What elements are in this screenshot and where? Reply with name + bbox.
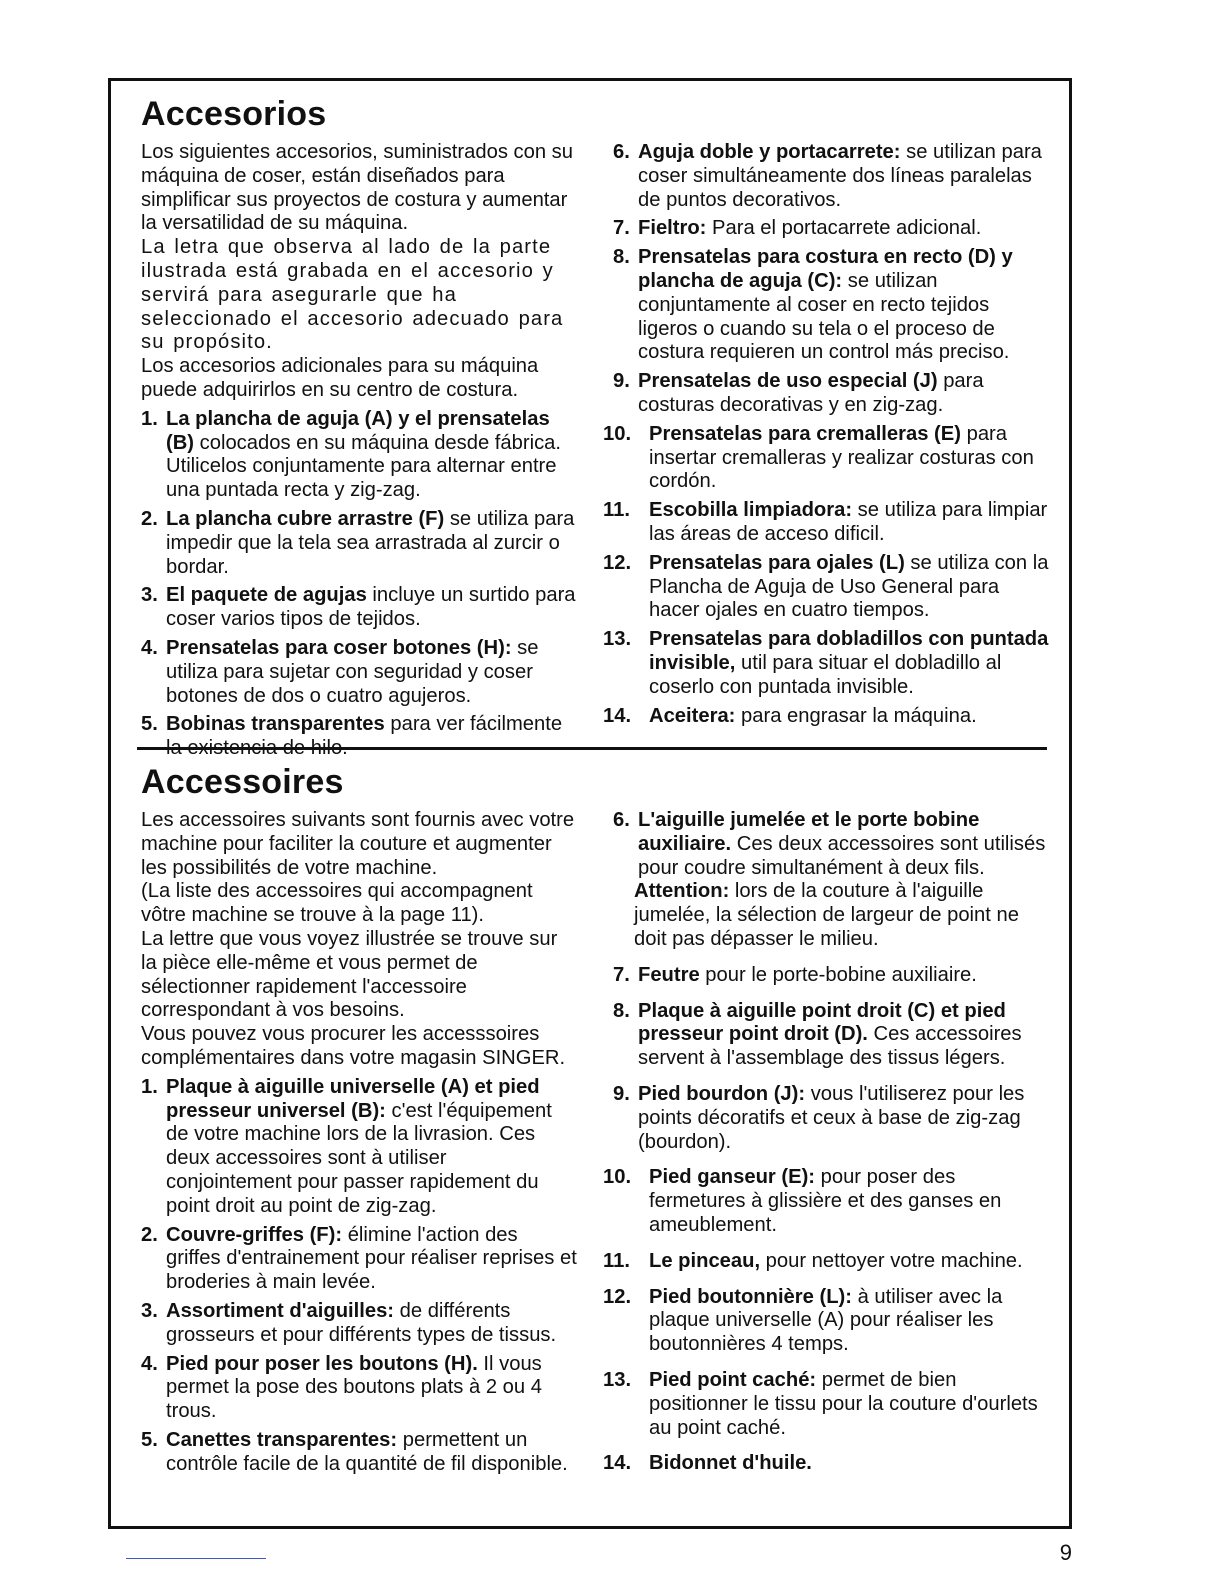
item-number: 12. xyxy=(603,551,632,574)
item-name: Prensatelas de uso especial (J) xyxy=(638,370,938,393)
item-number: 5. xyxy=(141,1428,158,1451)
item-number: 9. xyxy=(613,1082,630,1105)
list-item xyxy=(603,704,1053,729)
column-left-fr xyxy=(141,809,577,1477)
item-description: incluye un surtido para coser varios tipos de tejidos. xyxy=(166,584,576,631)
item-name: Plaque à aiguille universelle (A) et pied presseur universel (B): xyxy=(166,1075,540,1122)
item-number: 7. xyxy=(613,963,630,986)
list-item xyxy=(613,141,1053,212)
item-description: para engrasar la máquina. xyxy=(735,704,977,727)
item-description: élimine l'action des griffes d'entrainement pour réaliser reprises et broderies à main levée. xyxy=(166,1223,577,1294)
item-number: 13. xyxy=(603,628,632,651)
item-name: Pied bourdon (J): xyxy=(638,1082,806,1105)
list-item xyxy=(603,499,1053,547)
intro-paragraph: (La liste des accessoires qui accompagnent vôtre machine se trouve à la page 11). xyxy=(141,880,533,927)
list-item xyxy=(141,1076,577,1219)
intro-paragraph: Los siguientes accesorios, suministrados con su máquina de coser, están diseñados para simplificar sus proyectos de costura y aumentar la versatilidad de su máquina. xyxy=(141,141,574,235)
accessory-list xyxy=(141,408,577,761)
item-name: La plancha cubre arrastre (F) xyxy=(166,507,445,530)
list-item xyxy=(141,508,577,579)
list-item xyxy=(141,1353,577,1424)
intro-paragraph: Les accessoires suivants sont fournis avec votre machine pour faciliter la couture et augmenter les possibilités de votre machine. xyxy=(141,809,575,879)
item-number: 10. xyxy=(603,1166,632,1189)
item-name: El paquete de agujas xyxy=(166,584,367,607)
list-item xyxy=(141,1224,577,1295)
item-name: L'aiguille jumelée et le porte bobine auxiliaire. xyxy=(638,809,980,855)
item-name: Canettes transparentes: xyxy=(166,1428,398,1451)
list-item xyxy=(141,1300,577,1348)
attention-note xyxy=(634,880,1053,951)
intro-paragraph: Vous pouvez vous procurer les accesssoires complémentaires dans votre magasin SINGER. xyxy=(141,1023,566,1069)
item-name: Assortiment d'aiguilles: xyxy=(166,1299,395,1322)
page-number: 9 xyxy=(1059,1540,1072,1565)
item-description: de différents grosseurs et pour différents types de tissus. xyxy=(166,1299,557,1346)
item-description: pour nettoyer votre machine. xyxy=(760,1249,1023,1272)
item-name: Le pinceau, xyxy=(649,1249,761,1272)
list-item xyxy=(603,551,1053,623)
item-name: Aguja doble y portacarrete: xyxy=(638,141,901,163)
item-description: Il vous permet la pose des boutons plats à 2 ou 4 trous. xyxy=(166,1352,542,1423)
item-name: Prensatelas para ojales (L) xyxy=(649,551,905,574)
item-description: à utiliser avec la plaque universelle (A) pour réaliser les boutonnières 4 temps. xyxy=(649,1285,1003,1356)
item-name: Escobilla limpiadora: xyxy=(649,499,853,522)
item-name: Pied boutonnière (L): xyxy=(649,1285,852,1308)
accessory-list xyxy=(141,1076,577,1477)
item-name: Prensatelas para costura en recto (D) y plancha de aguja (C): xyxy=(638,246,1013,292)
list-item xyxy=(613,1083,1053,1154)
list-item xyxy=(613,1000,1053,1071)
item-number: 5. xyxy=(141,713,158,736)
item-number: 11. xyxy=(603,499,630,522)
item-description: se utiliza con la Plancha de Aguja de Uso General para hacer ojales en cuatro tiempos. xyxy=(649,551,1049,622)
list-item xyxy=(613,217,1053,241)
list-item xyxy=(603,1166,1053,1237)
page-frame xyxy=(108,78,1072,1529)
intro-paragraph: La lettre que vous voyez illustrée se trouve sur la pièce elle-même et vous permet de sélectionner rapidement l'accessoire correspondant à vos besoins. xyxy=(141,927,558,1022)
item-name: Feutre xyxy=(638,963,700,986)
footer-rule xyxy=(126,1558,266,1559)
accessory-list xyxy=(603,809,1053,1476)
item-name: La plancha de aguja (A) y el prensatelas (B) xyxy=(166,407,550,454)
item-number: 11. xyxy=(603,1249,630,1272)
item-number: 14. xyxy=(603,1452,632,1475)
item-name: Bobinas transparentes xyxy=(166,713,385,736)
item-name: Prensatelas para cremalleras (E) xyxy=(649,422,961,445)
item-description: para ver fácilmente la existencia de hilo. xyxy=(166,713,563,760)
list-item xyxy=(141,637,577,708)
item-number: 13. xyxy=(603,1368,632,1391)
intro-paragraph: Los accesorios adicionales para su máquina puede adquirirlos en su centro de costura. xyxy=(141,355,539,401)
item-description: se utilizan conjuntamente al coser en recto tejidos ligeros o cuando su tela o el proceso de costura requieren un control más preciso. xyxy=(638,269,1010,364)
list-item xyxy=(603,1285,1053,1357)
item-description: se utiliza para limpiar las áreas de acceso dificil. xyxy=(649,499,1048,545)
item-number: 6. xyxy=(613,809,630,831)
item-number: 4. xyxy=(141,636,158,659)
item-description: Para el portacarrete adicional. xyxy=(706,217,982,240)
item-name: Aceitera: xyxy=(649,704,736,727)
item-description: vous l'utiliserez pour les points décoratifs et ceux à base de zig-zag (bourdon). xyxy=(638,1082,1025,1153)
item-description: util para situar el dobladillo al coserlo con puntada invisible. xyxy=(649,651,1002,698)
item-name: Prensatelas para dobladillos con puntada invisible, xyxy=(649,628,1049,674)
accessory-list xyxy=(603,141,1053,728)
item-number: 2. xyxy=(141,1223,158,1246)
column-right-fr xyxy=(603,809,1053,1476)
item-description: permettent un contrôle facile de la quantité de fil disponible. xyxy=(166,1428,568,1475)
section-title-fr: Accessoires xyxy=(141,763,344,801)
item-number: 9. xyxy=(613,370,630,393)
list-item xyxy=(613,370,1053,418)
attention-text: lors de la couture à l'aiguille jumelée, la sélection de largeur de point ne doit pas dépasser le milieu. xyxy=(634,880,1019,950)
list-item xyxy=(603,422,1053,494)
item-description: permet de bien positionner le tissu pour la couture d'ourlets au point caché. xyxy=(649,1368,1038,1439)
item-number: 4. xyxy=(141,1352,158,1375)
item-number: 12. xyxy=(603,1285,632,1308)
column-left-es xyxy=(141,141,577,761)
item-number: 3. xyxy=(141,584,158,607)
item-number: 8. xyxy=(613,246,630,269)
list-item xyxy=(613,246,1053,365)
item-description: colocados en su máquina desde fábrica. Utilicelos conjuntamente para alternar entre una puntada recta y zig-zag. xyxy=(166,431,562,502)
item-number: 6. xyxy=(613,141,630,163)
list-item xyxy=(141,713,577,761)
intro-paragraph: La letra que observa al lado de la parte ilustrada está grabada en el accesorio y servirá para asegurarle que ha seleccionado el accesorio adecuado para su propósito. xyxy=(141,236,564,354)
list-item xyxy=(603,1368,1053,1440)
item-description: se utiliza para sujetar con seguridad y coser botones de dos o cuatro agujeros. xyxy=(166,636,539,707)
list-item xyxy=(603,1452,1053,1476)
item-number: 10. xyxy=(603,422,632,445)
item-description: pour poser des fermetures à glissière et des ganses en ameublement. xyxy=(649,1166,1002,1236)
item-name: Pied point caché: xyxy=(649,1368,817,1391)
list-item xyxy=(603,1249,1053,1274)
item-name: Couvre-griffes (F): xyxy=(166,1223,343,1246)
item-number: 8. xyxy=(613,999,630,1022)
item-description: se utiliza para impedir que la tela sea arrastrada al zurcir o bordar. xyxy=(166,507,575,578)
item-name: Plaque à aiguille point droit (C) et pied presseur point droit (D). xyxy=(638,999,1006,1046)
item-name: Bidonnet d'huile. xyxy=(649,1452,812,1475)
item-description: pour le porte-bobine auxiliaire. xyxy=(699,963,977,986)
item-description: Ces deux accessoires sont utilisés pour coudre simultanément à deux fils. xyxy=(638,832,1046,879)
list-item xyxy=(613,809,1053,952)
section-title-es: Accesorios xyxy=(141,95,327,133)
item-description: para insertar cremalleras y realizar costuras con cordón. xyxy=(649,422,1034,493)
item-number: 14. xyxy=(603,704,632,727)
item-description: para costuras decorativas y en zig-zag. xyxy=(638,370,984,416)
item-number: 7. xyxy=(613,217,630,240)
list-item xyxy=(603,628,1053,699)
item-name: Fieltro: xyxy=(638,217,707,240)
attention-label: Attention: xyxy=(634,880,730,903)
item-name: Pied ganseur (E): xyxy=(649,1166,816,1189)
item-description: c'est l'équipement de votre machine lors de la livrasion. Ces deux accessoires sont à utiliser conjointement pour passer rapidement du point droit au point de zig-zag. xyxy=(166,1099,552,1217)
list-item xyxy=(141,584,577,632)
list-item xyxy=(141,1429,577,1477)
item-number: 3. xyxy=(141,1299,158,1322)
section-divider xyxy=(137,747,1047,750)
column-right-es xyxy=(603,141,1053,728)
item-number: 2. xyxy=(141,507,158,530)
list-item xyxy=(613,964,1053,988)
list-item xyxy=(141,408,577,503)
item-name: Prensatelas para coser botones (H): xyxy=(166,636,512,659)
item-number: 1. xyxy=(141,407,158,430)
item-name: Pied pour poser les boutons (H). xyxy=(166,1352,478,1375)
item-description: se utilizan para coser simultáneamente dos líneas paralelas de puntos decorativos. xyxy=(638,141,1042,211)
item-description: Ces accessoires servent à l'assemblage des tissus légers. xyxy=(638,1023,1022,1070)
item-number: 1. xyxy=(141,1075,158,1098)
